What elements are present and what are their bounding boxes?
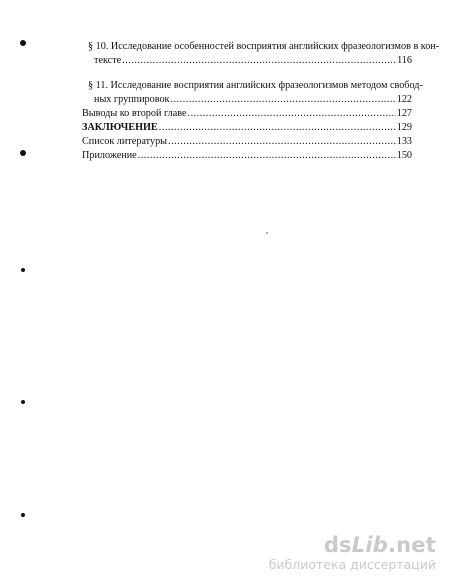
toc-page-number: 129	[396, 122, 412, 133]
watermark-subtitle: библиотека диссертаций	[268, 557, 436, 572]
toc-entry-title: Список литературы	[82, 136, 168, 147]
binder-hole-mark	[21, 513, 25, 517]
toc-entry-section-11	[82, 79, 423, 107]
toc-page-number: 122	[396, 94, 412, 105]
toc-entry-conclusions	[82, 107, 412, 121]
scan-speck	[266, 232, 268, 234]
dslib-logo	[269, 534, 436, 556]
dslib-watermark	[269, 534, 436, 572]
toc-entry-title: § 10. Исследование особенностей восприятия английских фразеологизмов в кон-	[88, 41, 440, 52]
toc-page-number: 133	[396, 136, 412, 147]
binder-hole-mark	[20, 150, 26, 156]
toc-entry-section-10	[82, 40, 440, 68]
toc-entry-zaklyuchenie	[82, 121, 412, 135]
toc-entry-continuation	[82, 93, 412, 107]
toc-entry-title-cont: тексте	[94, 55, 122, 66]
toc-entry-appendix	[82, 149, 412, 163]
dot-leader	[159, 121, 396, 135]
logo-part: ds	[323, 533, 352, 557]
table-of-contents	[82, 40, 440, 163]
toc-entry-title: Выводы ко второй главе	[82, 108, 187, 119]
toc-entry-continuation	[82, 54, 412, 68]
toc-entry-title: ЗАКЛЮЧЕНИЕ	[82, 122, 158, 133]
dot-leader	[122, 54, 396, 68]
dot-leader	[171, 93, 396, 107]
toc-entry-title-cont: ных группировок	[94, 94, 170, 105]
dot-leader	[188, 107, 396, 121]
binder-hole-mark	[21, 268, 25, 272]
dot-leader	[138, 149, 396, 163]
logo-part: Lib	[351, 533, 388, 557]
toc-entry-title: § 11. Исследование восприятия английских фразеологизмов методом свобод-	[88, 80, 423, 91]
toc-entry-bibliography	[82, 135, 412, 149]
dot-leader	[168, 135, 396, 149]
binder-hole-mark	[20, 40, 26, 46]
toc-entry-title: Приложение	[82, 150, 137, 161]
toc-page-number: 116	[397, 55, 412, 66]
toc-page-number: 127	[396, 108, 412, 119]
toc-page-number: 150	[396, 150, 412, 161]
logo-part: .net	[387, 533, 436, 557]
binder-hole-mark	[21, 400, 25, 404]
